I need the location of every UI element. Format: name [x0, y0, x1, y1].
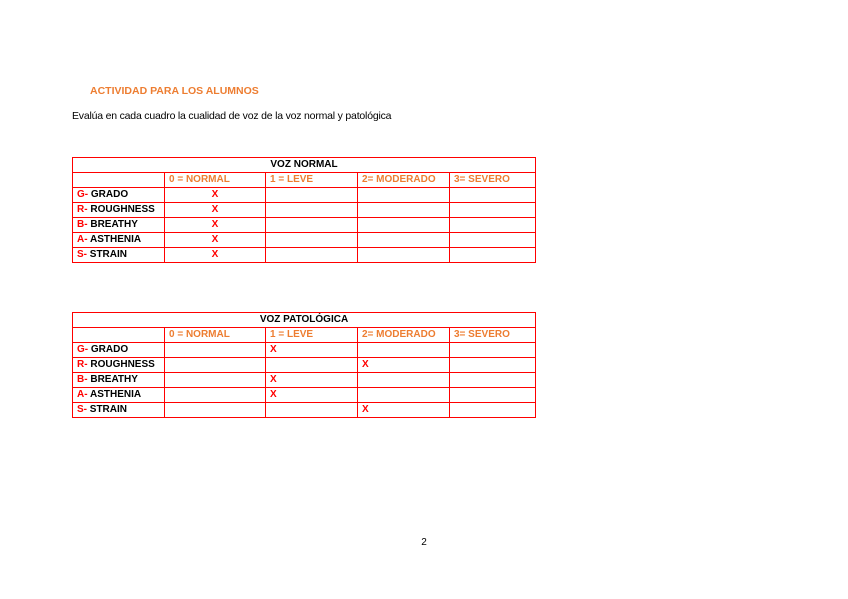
mark-cell — [450, 248, 536, 263]
table-row — [73, 373, 536, 388]
mark-cell — [266, 358, 358, 373]
mark-cell: X — [165, 188, 266, 203]
row-label: G- GRADO — [73, 343, 165, 358]
mark-cell — [266, 403, 358, 418]
table-row — [73, 218, 536, 233]
mark-cell — [165, 403, 266, 418]
voz-patologica-table — [72, 312, 536, 418]
page-number: 2 — [421, 537, 427, 548]
table-title: VOZ PATOLÓGICA — [73, 313, 536, 328]
row-label: A- ASTHENIA — [73, 388, 165, 403]
row-label: R- ROUGHNESS — [73, 358, 165, 373]
column-header-moderado: 2= MODERADO — [358, 328, 450, 343]
mark-cell — [165, 358, 266, 373]
mark-cell: X — [165, 218, 266, 233]
mark-cell — [266, 188, 358, 203]
mark-cell — [266, 203, 358, 218]
mark-cell — [450, 343, 536, 358]
mark-cell — [450, 203, 536, 218]
mark-cell — [358, 248, 450, 263]
row-label: R- ROUGHNESS — [73, 203, 165, 218]
mark-cell — [450, 403, 536, 418]
mark-cell — [450, 388, 536, 403]
row-label: S- STRAIN — [73, 403, 165, 418]
row-label: B- BREATHY — [73, 373, 165, 388]
mark-cell — [450, 218, 536, 233]
column-header-leve: 1 = LEVE — [266, 173, 358, 188]
mark-cell — [165, 388, 266, 403]
row-label: S- STRAIN — [73, 248, 165, 263]
mark-cell: X — [165, 248, 266, 263]
mark-cell: X — [266, 373, 358, 388]
table-row — [73, 358, 536, 373]
table-row — [73, 233, 536, 248]
mark-cell — [358, 203, 450, 218]
mark-cell — [358, 218, 450, 233]
mark-cell: X — [266, 388, 358, 403]
column-header-severo: 3= SEVERO — [450, 173, 536, 188]
mark-cell — [358, 388, 450, 403]
empty-header-cell — [73, 173, 165, 188]
mark-cell — [266, 233, 358, 248]
mark-cell: X — [165, 233, 266, 248]
empty-header-cell — [73, 328, 165, 343]
mark-cell — [450, 373, 536, 388]
row-label: G- GRADO — [73, 188, 165, 203]
mark-cell — [266, 248, 358, 263]
table-row — [73, 388, 536, 403]
table-row — [73, 188, 536, 203]
mark-cell — [358, 233, 450, 248]
mark-cell: X — [358, 358, 450, 373]
mark-cell — [450, 233, 536, 248]
table-title: VOZ NORMAL — [73, 158, 536, 173]
mark-cell — [165, 343, 266, 358]
column-header-row — [73, 173, 536, 188]
mark-cell — [358, 343, 450, 358]
table-row — [73, 343, 536, 358]
table-row — [73, 248, 536, 263]
voz-normal-table — [72, 157, 536, 263]
mark-cell — [165, 373, 266, 388]
column-header-leve: 1 = LEVE — [266, 328, 358, 343]
mark-cell: X — [358, 403, 450, 418]
column-header-moderado: 2= MODERADO — [358, 173, 450, 188]
mark-cell — [358, 188, 450, 203]
mark-cell: X — [165, 203, 266, 218]
column-header-severo: 3= SEVERO — [450, 328, 536, 343]
column-header-normal: 0 = NORMAL — [165, 173, 266, 188]
mark-cell — [266, 218, 358, 233]
mark-cell — [450, 188, 536, 203]
row-label: A- ASTHENIA — [73, 233, 165, 248]
table-row — [73, 403, 536, 418]
column-header-normal: 0 = NORMAL — [165, 328, 266, 343]
mark-cell: X — [266, 343, 358, 358]
column-header-row — [73, 328, 536, 343]
mark-cell — [450, 358, 536, 373]
mark-cell — [358, 373, 450, 388]
row-label: B- BREATHY — [73, 218, 165, 233]
instruction-text: Evalúa en cada cuadro la cualidad de voz de la voz normal y patológica — [72, 110, 392, 122]
table-row — [73, 203, 536, 218]
activity-heading: ACTIVIDAD PARA LOS ALUMNOS — [90, 85, 259, 97]
